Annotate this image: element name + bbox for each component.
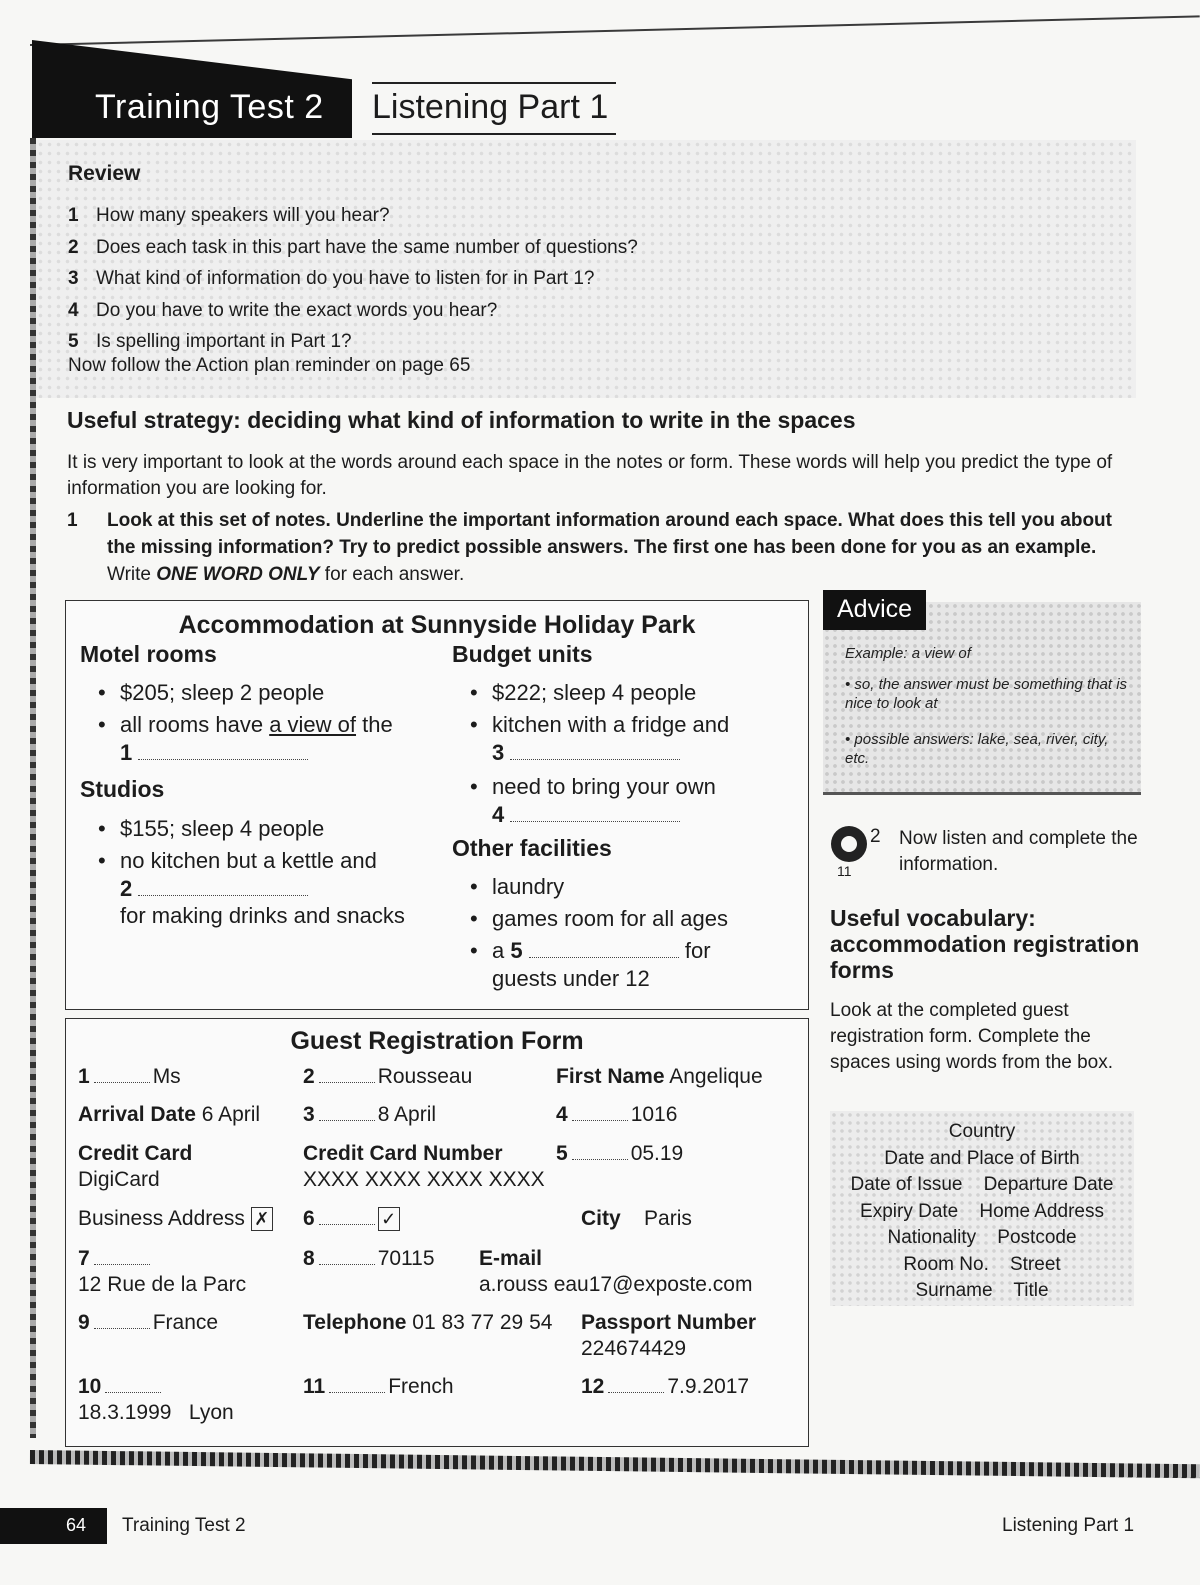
- list-item: Nationality Postcode: [887, 1227, 1077, 1248]
- field-6-checkbox[interactable]: ✓: [378, 1207, 400, 1231]
- list-item: 3 What kind of information do you have to listen for in Part 1?: [68, 268, 595, 289]
- passport-number-field: Passport Number 224674429: [581, 1311, 757, 1360]
- form-field-11[interactable]: 11 French: [303, 1375, 454, 1398]
- bottom-decorative-strip: [30, 1450, 1200, 1478]
- list-item: Date of Issue Departure Date: [850, 1174, 1114, 1195]
- gap-2[interactable]: 2: [94, 877, 434, 901]
- email-field: E-mail a.rouss eau17@exposte.com: [479, 1247, 753, 1296]
- list-item: • kitchen with a fridge and: [466, 709, 796, 741]
- advice-point-1: • so, the answer must be something that is nice to look at: [845, 676, 1128, 712]
- page-number-tab: [0, 1508, 107, 1544]
- action-plan-reminder: Now follow the Action plan reminder on page 65: [68, 355, 471, 376]
- budget-heading: Budget units: [452, 641, 593, 667]
- gap-3[interactable]: 3: [466, 741, 796, 765]
- listen-instruction: Now listen and complete the information.: [899, 828, 1138, 875]
- review-question-list: [68, 200, 638, 358]
- review-heading: Review: [68, 162, 141, 185]
- form-field-1[interactable]: 1 Ms: [78, 1065, 181, 1088]
- motel-heading: Motel rooms: [80, 641, 217, 667]
- footer-left-label: Training Test 2: [122, 1515, 246, 1536]
- business-address-checkbox[interactable]: ✗: [251, 1207, 273, 1231]
- list-item: Date and Place of Birth: [884, 1147, 1080, 1169]
- studios-heading: Studios: [80, 776, 165, 802]
- list-item: • laundry: [466, 871, 796, 903]
- city-field: City Paris: [581, 1207, 692, 1230]
- budget-list: [466, 677, 796, 827]
- list-item: Country: [948, 1121, 1016, 1142]
- advice-example: Example: a view of: [845, 645, 971, 662]
- gap-4[interactable]: 4: [466, 803, 796, 827]
- other-facilities-list: [466, 871, 796, 991]
- vocab-heading: Useful vocabulary: accommodation registration forms: [830, 905, 1140, 983]
- form-field-7[interactable]: 7 12 Rue de la Parc: [78, 1247, 247, 1296]
- list-item: • all rooms have a view of the: [94, 709, 434, 741]
- list-item: • $205; sleep 2 people: [94, 677, 434, 709]
- list-item: Room No. Street: [903, 1253, 1061, 1275]
- list-item: • need to bring your own: [466, 771, 796, 803]
- form-field-3[interactable]: 3 8 April: [303, 1103, 437, 1126]
- list-item: 5 Is spelling important in Part 1?: [68, 331, 352, 352]
- page-number: 64: [66, 1515, 87, 1535]
- training-test-title: Training Test 2: [95, 88, 324, 126]
- studios-list: [94, 813, 434, 931]
- strategy-intro: It is very important to look at the words around each space in the notes or form. These words will help you predict the type of information you are looking for.: [67, 452, 1113, 499]
- form-field-5[interactable]: 5 05.19: [556, 1142, 684, 1165]
- list-item: guests under 12: [492, 966, 650, 991]
- advice-point-2: • possible answers: lake, sea, river, city, etc.: [845, 731, 1109, 767]
- strategy-heading: Useful strategy: deciding what kind of information to write in the spaces: [67, 407, 856, 433]
- arrival-date-field: Arrival Date 6 April: [78, 1103, 261, 1126]
- list-item: • $222; sleep 4 people: [466, 677, 796, 709]
- list-item: Expiry Date Home Address: [860, 1200, 1104, 1222]
- credit-card-field: Credit Card DigiCard: [78, 1142, 193, 1191]
- list-item: Surname Title: [915, 1280, 1049, 1301]
- first-name-field: First Name Angelique: [556, 1065, 763, 1088]
- footer-right-label: Listening Part 1: [1002, 1515, 1135, 1536]
- list-item: 1 How many speakers will you hear?: [68, 205, 390, 226]
- headphones-icon[interactable]: [831, 826, 867, 862]
- guest-registration-form: [65, 1018, 809, 1447]
- review-panel: [36, 140, 1136, 398]
- other-facilities-heading: Other facilities: [452, 835, 612, 861]
- form-field-10[interactable]: 10 18.3.1999 Lyon: [78, 1375, 234, 1424]
- gap-5[interactable]: • a 5 for: [466, 935, 796, 967]
- track-number: 11: [837, 863, 852, 879]
- accommodation-notes: [65, 600, 809, 1010]
- form-field-9[interactable]: 9 France: [78, 1311, 219, 1334]
- form-field-6[interactable]: 6 ✓: [303, 1206, 400, 1232]
- credit-card-number-field: Credit Card Number XXXX XXXX XXXX XXXX: [303, 1142, 545, 1191]
- top-rule: [30, 15, 1200, 46]
- vocab-instruction: Look at the completed guest registration form. Complete the spaces using words from the box.: [830, 1000, 1114, 1073]
- word-box: [830, 1111, 1134, 1306]
- task-1-instructions: 1 Look at this set of notes. Underline the important information around each space. What does this tell you about the missing information? Try to predict possible answers. The first one has been done for you as an example. Write ONE WORD ONLY for each answer.: [67, 510, 1112, 585]
- business-address-field: Business Address ✗: [78, 1206, 273, 1232]
- list-item: 4 Do you have to write the exact words you hear?: [68, 299, 498, 321]
- form-field-4[interactable]: 4 1016: [556, 1103, 678, 1126]
- telephone-field: Telephone 01 83 77 29 54: [303, 1311, 553, 1334]
- advice-box: [823, 590, 1141, 793]
- form-field-2[interactable]: 2 Rousseau: [303, 1065, 473, 1088]
- list-item: for making drinks and snacks: [120, 903, 405, 928]
- notes-title: Accommodation at Sunnyside Holiday Park: [178, 611, 696, 639]
- list-item: • games room for all ages: [466, 903, 796, 935]
- list-item: • $155; sleep 4 people: [94, 813, 434, 845]
- section-title: Listening Part 1: [372, 82, 616, 135]
- task-number: 2: [870, 826, 881, 847]
- form-field-12[interactable]: 12 7.9.2017: [581, 1375, 750, 1398]
- advice-tag: Advice: [823, 590, 926, 630]
- form-title: Guest Registration Form: [290, 1027, 584, 1055]
- list-item: • no kitchen but a kettle and: [94, 845, 434, 877]
- motel-list: [94, 677, 434, 765]
- gap-1[interactable]: 1: [94, 741, 434, 765]
- form-field-8[interactable]: 8 70115: [303, 1247, 435, 1270]
- list-item: 2 Does each task in this part have the same number of questions?: [68, 236, 638, 258]
